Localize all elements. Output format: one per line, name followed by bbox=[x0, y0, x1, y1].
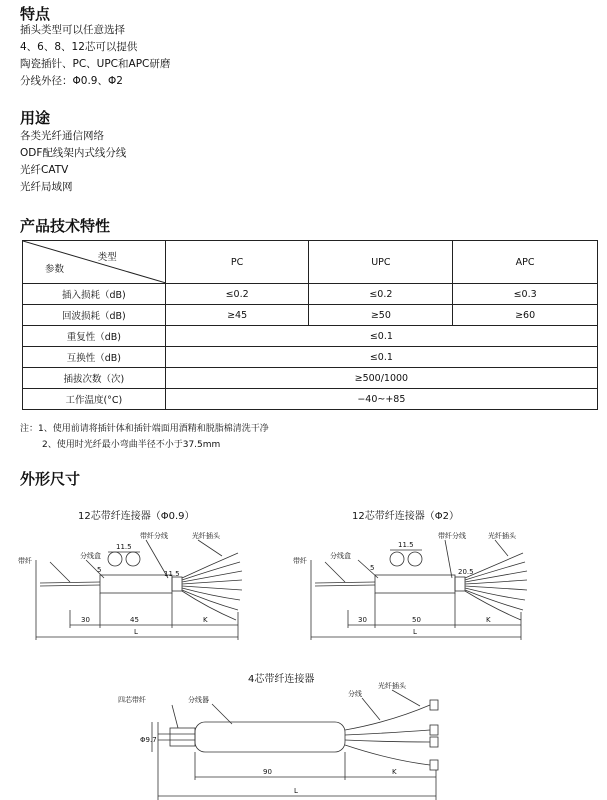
dims-heading: 外形尺寸 bbox=[20, 470, 81, 488]
fiber-lead bbox=[465, 591, 521, 620]
label-ribbon: 四芯带纤 bbox=[118, 696, 146, 704]
ribbon-fiber bbox=[315, 585, 375, 586]
dim-body-height: 20.5 bbox=[458, 568, 474, 576]
cell: ≤0.2 bbox=[309, 284, 453, 305]
fiber-plug bbox=[430, 737, 438, 747]
label-splitter: 分线盒 bbox=[80, 552, 101, 560]
dim-hole-spacing: 11.5 bbox=[398, 541, 414, 549]
fiber-lead bbox=[465, 586, 527, 590]
usage-line-1: 各类光纤通信网络 bbox=[20, 130, 104, 142]
mounting-hole bbox=[108, 552, 122, 566]
dim-a: 90 bbox=[263, 768, 272, 776]
label-fanout: 分线 bbox=[348, 690, 362, 698]
specs-heading: 产品技术特性 bbox=[20, 217, 111, 235]
row-label: 插拔次数（次) bbox=[23, 368, 166, 389]
row-label: 重复性（dB) bbox=[23, 326, 166, 347]
fiber-lead bbox=[345, 740, 430, 742]
row-label: 插入损耗（dB) bbox=[23, 284, 166, 305]
ribbon-fiber bbox=[40, 585, 100, 586]
leader-line bbox=[362, 698, 380, 720]
ribbon-fiber bbox=[40, 582, 100, 583]
dim-hole-offset: 5 bbox=[97, 566, 102, 574]
mounting-hole bbox=[390, 552, 404, 566]
cell: ≥60 bbox=[453, 305, 598, 326]
dim-a: 30 bbox=[358, 616, 367, 624]
leader-line bbox=[212, 704, 232, 724]
dim-diameter: Φ9.7 bbox=[140, 736, 157, 744]
feature-line-2: 4、6、8、12芯可以提供 bbox=[20, 41, 138, 53]
label-plug: 光纤插头 bbox=[488, 532, 516, 540]
dim-l: L bbox=[413, 628, 417, 636]
fiber-lead bbox=[465, 588, 525, 600]
fiber-lead bbox=[345, 705, 430, 730]
fiber-plug bbox=[430, 760, 438, 770]
fiber-lead bbox=[182, 590, 238, 610]
col-apc: APC bbox=[453, 241, 598, 284]
ribbon-fiber bbox=[315, 582, 375, 583]
fanout-collar bbox=[455, 577, 465, 591]
fiber-lead bbox=[182, 586, 242, 590]
dim-body-height: 11.5 bbox=[164, 570, 180, 578]
feature-line-1: 插头类型可以任意选择 bbox=[20, 24, 125, 36]
drawing3-title: 4芯带纤连接器 bbox=[248, 674, 315, 685]
fiber-plug bbox=[430, 725, 438, 735]
cell: ≥50 bbox=[309, 305, 453, 326]
fiber-lead bbox=[345, 745, 430, 765]
cell: −40~+85 bbox=[165, 389, 597, 410]
splitter-body bbox=[195, 722, 345, 752]
row-label: 互换性（dB) bbox=[23, 347, 166, 368]
dim-a: 30 bbox=[81, 616, 90, 624]
note-2: 2、使用时光纤最小弯曲半径不小于37.5mm bbox=[42, 440, 221, 450]
splitter-body bbox=[375, 575, 455, 593]
usage-line-4: 光纤局域网 bbox=[20, 181, 73, 193]
col-pc: PC bbox=[165, 241, 309, 284]
fanout-collar bbox=[172, 577, 182, 591]
dim-l: L bbox=[134, 628, 138, 636]
corner-param-label: 参数 bbox=[45, 264, 65, 275]
dim-hole-offset: 5 bbox=[370, 564, 375, 572]
label-plug: 光纤插头 bbox=[192, 532, 220, 540]
cell: ≤0.2 bbox=[165, 284, 309, 305]
drawing1 bbox=[36, 540, 242, 640]
label-ribbon: 带纤 bbox=[293, 557, 307, 565]
mounting-hole bbox=[408, 552, 422, 566]
cell: ≤0.1 bbox=[165, 326, 597, 347]
label-plug: 光纤插头 bbox=[378, 682, 406, 690]
dim-k: K bbox=[392, 768, 397, 776]
cell: ≥500/1000 bbox=[165, 368, 597, 389]
dim-k: K bbox=[486, 616, 491, 624]
drawing1-title: 12芯带纤连接器（Φ0.9） bbox=[78, 511, 195, 522]
note-1: 注：1、使用前请将插针体和插针端面用酒精和脱脂棉清洗干净 bbox=[20, 424, 269, 434]
col-upc: UPC bbox=[309, 241, 453, 284]
dim-hole-spacing: 11.5 bbox=[116, 543, 132, 551]
feature-line-4: 分线外径：Φ0.9、Φ2 bbox=[20, 75, 123, 87]
row-label: 工作温度(°C) bbox=[23, 389, 166, 410]
cell: ≥45 bbox=[165, 305, 309, 326]
dim-b: 45 bbox=[130, 616, 139, 624]
label-fanout: 带纤分线 bbox=[140, 532, 168, 540]
drawing2-title: 12芯带纤连接器（Φ2） bbox=[352, 511, 459, 522]
fiber-lead bbox=[182, 553, 238, 578]
leader-line bbox=[445, 540, 452, 578]
label-splitter: 分线盒 bbox=[330, 552, 351, 560]
corner-type-label: 类型 bbox=[97, 252, 117, 263]
cell: ≤0.3 bbox=[453, 284, 598, 305]
usage-line-3: 光纤CATV bbox=[20, 164, 69, 176]
boot bbox=[170, 728, 195, 746]
leader-line bbox=[358, 560, 378, 578]
label-ribbon: 带纤 bbox=[18, 557, 32, 565]
leader-line bbox=[50, 562, 70, 582]
fiber-lead bbox=[182, 591, 236, 620]
features-heading: 特点 bbox=[20, 5, 51, 23]
row-label: 回波损耗（dB) bbox=[23, 305, 166, 326]
cell: ≤0.1 bbox=[165, 347, 597, 368]
leader-line bbox=[392, 690, 420, 706]
label-fanout: 带纤分线 bbox=[438, 532, 466, 540]
usage-line-2: ODF配线架内式线分线 bbox=[20, 147, 127, 159]
feature-line-3: 陶瓷插针、PC、UPC和APC研磨 bbox=[20, 58, 171, 70]
dim-k: K bbox=[203, 616, 208, 624]
dim-l: L bbox=[294, 787, 298, 795]
fiber-plug bbox=[430, 700, 438, 710]
leader-line bbox=[495, 540, 508, 556]
splitter-body bbox=[100, 575, 172, 593]
drawing3 bbox=[152, 690, 438, 800]
dim-b: 50 bbox=[412, 616, 421, 624]
label-splitter: 分线器 bbox=[188, 696, 209, 704]
fiber-lead bbox=[345, 730, 430, 735]
leader-line bbox=[325, 562, 345, 582]
leader-line bbox=[172, 705, 178, 728]
mounting-hole bbox=[126, 552, 140, 566]
leader-line bbox=[198, 540, 222, 556]
usage-heading: 用途 bbox=[20, 109, 51, 127]
